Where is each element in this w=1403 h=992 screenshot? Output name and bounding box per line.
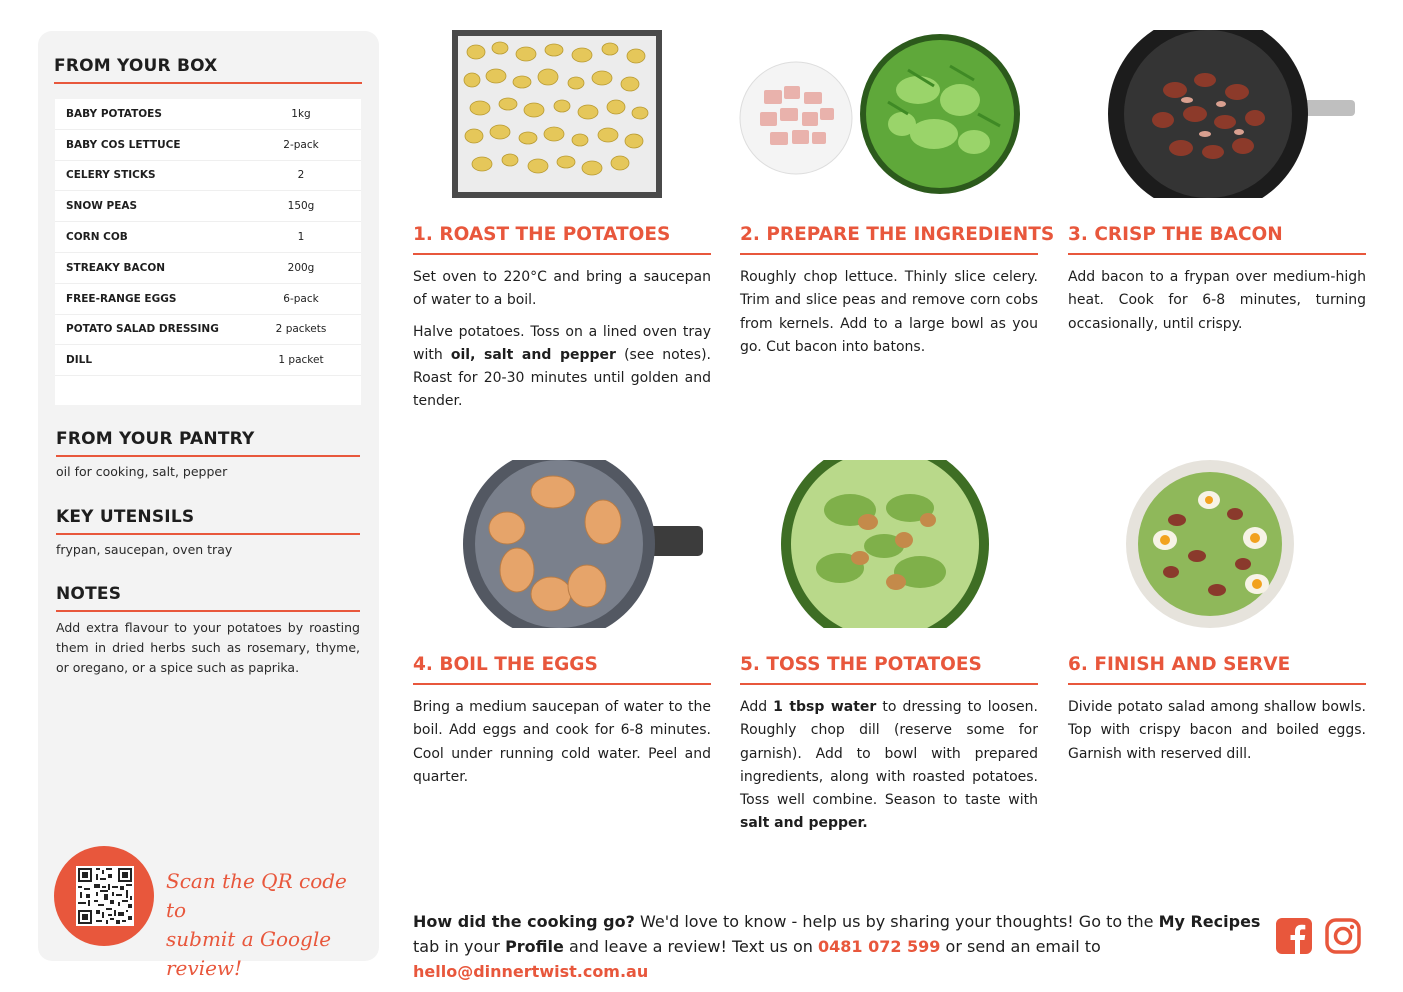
table-row: [55, 253, 361, 284]
step-6-text: [1068, 696, 1366, 774]
ingredient-qty: 2-pack: [283, 138, 319, 151]
ingredient-qty: 2: [297, 169, 305, 182]
step-1-text-a: Halve potatoes. Toss on a lined oven tray with: [413, 323, 711, 363]
ingredient-name: POTATO SALAD DRESSING: [66, 323, 219, 336]
step-4-para-1: Bring a medium saucepan of water to the boil. Add eggs and cook for 6-8 minutes. Cool under running cold water. Peel and quarter.: [413, 699, 711, 785]
step-5-text: [740, 696, 1038, 844]
ingredient-name: STREAKY BACON: [66, 261, 166, 274]
step-5-text-c: to dressing to loosen. Roughly chop dill (reserve some for garnish). Add to bowl with prepared ingredients, along with roasted potatoes. Toss well combine. Season to taste with: [740, 699, 1038, 809]
ingredient-name: SNOW PEAS: [66, 200, 138, 213]
footer-question: How did the cooking go?: [413, 912, 635, 931]
table-row: [55, 161, 361, 192]
step-1-text-bold: oil, salt and pepper: [450, 346, 616, 363]
tossed-salad-photo: [780, 460, 990, 628]
notes-title: NOTES: [56, 584, 360, 612]
ingredient-name: BABY POTATOES: [66, 107, 162, 120]
step-5-title: 5. TOSS THE POTATOES: [740, 654, 1038, 685]
qr-caption-line2: submit a Google review!: [166, 927, 332, 980]
table-row: [55, 315, 361, 346]
ingredient-qty: 2 packets: [275, 323, 327, 336]
instagram-icon[interactable]: [1325, 918, 1361, 954]
step-2-title: 2. PREPARE THE INGREDIENTS: [740, 224, 1038, 255]
table-row: [55, 130, 361, 161]
finished-salad-photo: [1125, 460, 1295, 628]
qr-code-icon: [76, 866, 134, 926]
table-row: [55, 222, 361, 253]
feedback-footer: [413, 909, 1263, 984]
ingredient-name: BABY COS LETTUCE: [66, 138, 181, 151]
ingredients-table: [55, 99, 361, 405]
qr-caption: [166, 867, 371, 983]
qr-caption-line1: Scan the QR code to: [166, 869, 347, 922]
step-4-text: [413, 696, 711, 797]
table-row: [55, 345, 361, 376]
phone-link[interactable]: 0481 072 599: [817, 937, 941, 956]
ingredient-qty: 1kg: [291, 107, 311, 120]
table-row: [55, 191, 361, 222]
my-recipes-link[interactable]: My Recipes: [1158, 912, 1261, 931]
step-3-title: 3. CRISP THE BACON: [1068, 224, 1366, 255]
facebook-icon[interactable]: [1276, 918, 1312, 954]
pantry-text: oil for cooking, salt, pepper: [56, 464, 228, 479]
sidebar: [38, 31, 379, 980]
step-1-text: [413, 266, 711, 422]
table-row: [55, 284, 361, 315]
table-row: [55, 99, 361, 130]
profile-link[interactable]: Profile: [505, 937, 564, 956]
footer-text-3: and leave a review! Text us on: [563, 937, 818, 956]
step-2-para-1: Roughly chop lettuce. Thinly slice celery. Trim and slice peas and remove corn cobs from kernels. Add to a large bowl as you go. Cut bacon into batons.: [740, 269, 1038, 355]
ingredient-name: CELERY STICKS: [66, 169, 156, 182]
ingredient-qty: 150g: [287, 200, 315, 213]
ingredient-name: FREE-RANGE EGGS: [66, 292, 177, 305]
step-5-text-a: Add: [740, 699, 774, 715]
crispy-bacon-photo: [1105, 30, 1355, 198]
ingredient-qty: 1 packet: [278, 354, 324, 367]
footer-text-1: We'd love to know - help us by sharing your thoughts! Go to the: [634, 912, 1159, 931]
qr-badge[interactable]: [54, 846, 154, 946]
ingredient-name: CORN COB: [66, 231, 128, 244]
ingredient-qty: 1: [297, 231, 305, 244]
notes-text: Add extra flavour to your potatoes by roasting them in dried herbs such as rosemary, thyme, or oregano, or a spice such as paprika.: [56, 620, 360, 675]
step-5-para-1: [740, 696, 1038, 836]
ingredient-qty: 6-pack: [283, 292, 319, 305]
from-your-box-title: FROM YOUR BOX: [54, 56, 362, 84]
step-1-title: 1. ROAST THE POTATOES: [413, 224, 711, 255]
step-6-title: 6. FINISH AND SERVE: [1068, 654, 1366, 685]
pantry-title: FROM YOUR PANTRY: [56, 429, 360, 457]
boiled-eggs-photo: [463, 460, 703, 628]
step-1-text-c: (see notes). Roast for 20-30 minutes until golden and tender.: [413, 346, 711, 410]
step-4-title: 4. BOIL THE EGGS: [413, 654, 711, 685]
step-2-text: [740, 266, 1038, 367]
step-1-para-2: [413, 321, 711, 414]
ingredient-name: DILL: [66, 354, 93, 367]
ingredient-qty: 200g: [287, 261, 315, 274]
footer-text-2: tab in your: [413, 937, 506, 956]
footer-text-4: or send an email to: [940, 937, 1101, 956]
roasted-potatoes-photo: [452, 30, 662, 198]
utensils-text: frypan, saucepan, oven tray: [56, 542, 233, 557]
utensils-title: KEY UTENSILS: [56, 507, 360, 535]
step-1-para-1: Set oven to 220°C and bring a saucepan of water to a boil.: [413, 269, 711, 309]
step-6-para-1: Divide potato salad among shallow bowls. Top with crispy bacon and boiled eggs. Garnish with reserved dill.: [1068, 699, 1366, 762]
step-3-text: [1068, 266, 1366, 344]
step-5-text-bold-1: 1 tbsp water: [773, 699, 877, 715]
prepared-ingredients-photo: [738, 30, 1028, 198]
email-link[interactable]: hello@dinnertwist.com.au: [413, 962, 649, 981]
step-3-para-1: Add bacon to a frypan over medium-high heat. Cook for 6-8 minutes, turning occasionally, until crispy.: [1068, 269, 1366, 332]
step-5-text-bold-2: salt and pepper.: [740, 815, 868, 832]
